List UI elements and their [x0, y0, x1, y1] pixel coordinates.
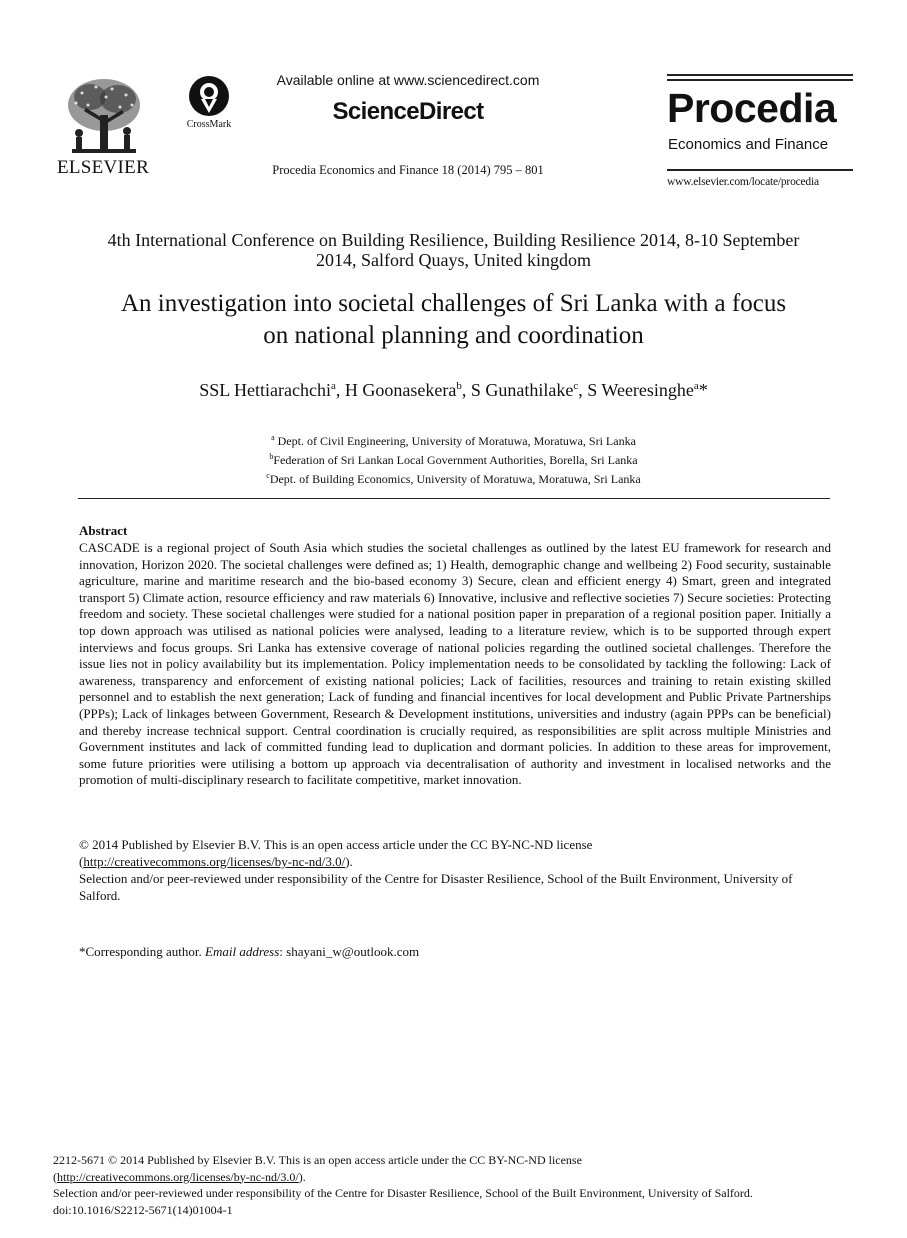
procedia-rule [667, 79, 853, 81]
elsevier-wordmark: ELSEVIER [56, 157, 150, 178]
conference-line-1: 4th International Conference on Building Resilience, Building Resilience 2014, 8-10 September [107, 230, 800, 250]
abstract-heading: Abstract [79, 523, 128, 538]
title-line-2: on national planning and coordination [263, 322, 644, 349]
paper-title [60, 288, 847, 352]
affiliation: $^b$Federation of Sri Lankan Local Government Authorities, Borella, Sri Lanka [269, 452, 638, 467]
footer-link-line: (http://creativecommons.org/licenses/by-nc-nd/3.0/). [53, 1169, 306, 1184]
procedia-subtitle: Economics and Finance [668, 136, 829, 153]
email-address[interactable]: shayani_w@outlook.com [286, 944, 420, 959]
available-online-text[interactable]: Available online at www.sciencedirect.com [276, 72, 540, 88]
author: H Goonasekera$^b$, [344, 380, 471, 400]
procedia-journal-logo [667, 74, 855, 192]
elsevier-tree-icon [62, 75, 146, 159]
license-line: © 2014 Published by Elsevier B.V. This is an open access article under the CC BY-NC-ND license [79, 837, 593, 852]
crossmark-label: CrossMark [186, 119, 232, 130]
procedia-title: Procedia [667, 85, 837, 131]
conference-line-2: 2014, Salford Quays, United kingdom [316, 250, 591, 270]
license-notice [79, 836, 831, 904]
footer-license-link[interactable]: http://creativecommons.org/licenses/by-nc-nd/3.0/ [57, 1169, 299, 1184]
affiliation: $^c$Dept. of Building Economics, University of Moratuwa, Moratuwa, Sri Lanka [266, 471, 641, 486]
affiliations [60, 430, 847, 487]
doi[interactable]: doi:10.1016/S2212-5671(14)01004-1 [53, 1202, 233, 1217]
section-divider [78, 498, 830, 499]
affiliation: $^a$ Dept. of Civil Engineering, University of Moratuwa, Moratuwa, Sri Lanka [271, 433, 636, 448]
footer-peer-review: Selection and/or peer-reviewed under responsibility of the Centre for Disaster Resilience, School of the Built Environment, University of Salford. [53, 1186, 753, 1201]
license-link-line: (http://creativecommons.org/licenses/by-nc-nd/3.0/). [79, 854, 353, 869]
procedia-rule [667, 74, 853, 76]
author: S Gunathilake$^c$, [470, 380, 588, 400]
author-list [60, 380, 847, 401]
title-line-1: An investigation into societal challenges of Sri Lanka with a focus [120, 290, 787, 317]
crossmark-icon [188, 75, 230, 117]
sciencedirect-wordmark: ScienceDirect [332, 98, 484, 125]
footer-license: 2212-5671 © 2014 Published by Elsevier B.V. This is an open access article under the CC BY-NC-ND license [53, 1153, 582, 1167]
page-footer [53, 1152, 853, 1218]
peer-review-note: Selection and/or peer-reviewed under responsibility of the Centre for Disaster Resilience, School of the Built Environment, University of Salford. [79, 871, 793, 903]
author: S Weeresinghe$^a$* [587, 380, 708, 400]
procedia-rule [667, 169, 853, 171]
corresponding-author: *Corresponding author. Email address: shayani_w@outlook.com [79, 944, 420, 959]
elsevier-logo [54, 75, 152, 179]
abstract-text: CASCADE is a regional project of South Asia which studies the societal challenges as outlined by the latest EU framework for research and innovation, Horizon 2020. The societal challenges were defined as; 1) Health, demographic change and wellbeing 2) Food security, sustainable agriculture, marine and maritime research and the bio-based economy 3) Secure, clean and efficient energy 4) Smart, green and integrated transport 5) Climate action, resource efficiency and raw materials 6) Innovative, inclusive and reflective societies 7) Secure societies: Protecting freedom and society. These societal challenges were studied for a national position paper in preparation of a regional position paper. Initially a top down approach was utilised as national policies were analysed, leading to a literature review, which is to be supported through expert interviews and focus groups. Sri Lanka has extensive coverage of national policies regarding the outlined societal challenges. Therefore the issue lies not in policy availability but its implementation. Policy implementation needs to be consolidated by tackling the following: Lack of awareness, transparency and enforcement of existing national policies; Lack of facilities, resources and training to retain existing skilled personnel and to establish the next generation; Lack of funding and financial incentives for local development and Public Private Partnerships (PPPs); Lack of linkages between Government, Research & Development institutions, universities and industry (again PPPs can be beneficial) and thereby increase technical support. Central coordination is crucially required, as responsibilities are split across multiple Ministries and Government institutes and lack of committed funding lead to duplication and dormant policies. In addition to these areas for improvement, some future priorities were utilising a bottom up approach via decentralisation of authority and investment in localised networks and the promotion of multi-disciplinary research to facilitate competitive, market innovation. [79, 540, 831, 788]
journal-reference: Procedia Economics and Finance 18 (2014) 795 – 801 [272, 163, 544, 177]
license-link[interactable]: http://creativecommons.org/licenses/by-nc-nd/3.0/ [83, 854, 346, 869]
procedia-url[interactable]: www.elsevier.com/locate/procedia [667, 176, 819, 188]
conference-info [60, 230, 847, 270]
author: SSL Hettiarachchi$^a$, [199, 380, 345, 400]
